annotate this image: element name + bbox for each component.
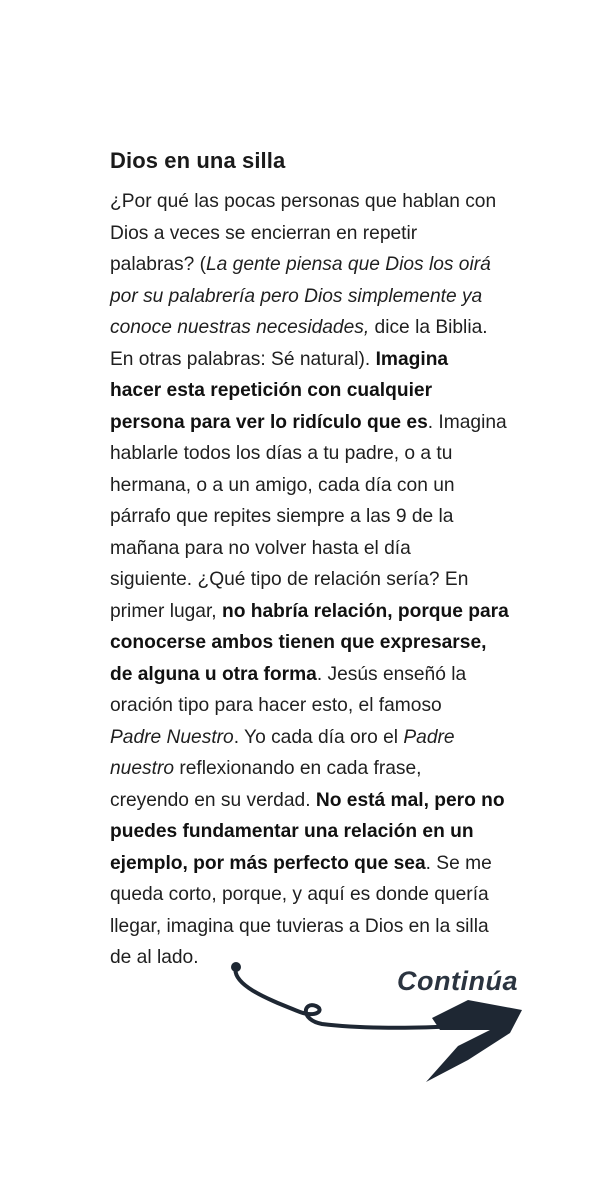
text-run: mañana para no volver hasta el día — [110, 537, 411, 559]
italic-text: conoce nuestras necesidades, — [110, 317, 370, 338]
text-run: . Imagina — [427, 411, 507, 433]
page-title: Dios en una silla — [110, 148, 286, 173]
bold-text: de alguna u otra forma — [110, 663, 317, 685]
text-run: En otras palabras: Sé natural). — [110, 348, 376, 370]
text-run: . Se me — [425, 852, 492, 874]
text-run: Dios a veces se encierran en repetir — [110, 222, 418, 244]
text-run: palabras? ( — [110, 254, 206, 275]
text-run: siguiente. ¿Qué tipo de relación sería? En — [110, 569, 469, 590]
text-run: . Jesús enseñó la — [316, 663, 467, 685]
italic-text: Padre Nuestro — [110, 726, 234, 748]
continue-label[interactable]: Continúa — [397, 966, 518, 996]
bold-text: persona para ver lo ridículo que es — [110, 411, 428, 433]
text-run: . Yo cada día oro el — [233, 726, 404, 748]
text-run: ¿Por qué las pocas personas que hablan con — [110, 191, 497, 212]
italic-text: nuestro — [110, 758, 174, 779]
bold-text: puedes fundamentar una relación en un — [110, 821, 474, 842]
bold-text: ejemplo, por más perfecto que sea — [110, 852, 426, 874]
text-run: llegar, imagina que tuvieras a Dios en la silla — [110, 915, 489, 937]
bold-text: hacer esta repetición con cualquier — [110, 380, 433, 401]
text-run: de al lado. — [110, 947, 199, 968]
text-run: hermana, o a un amigo, cada día con un — [110, 474, 455, 496]
italic-text: Padre — [403, 726, 455, 748]
text-run: párrafo que repites siempre a las 9 de la — [110, 506, 454, 527]
bold-text: conocerse ambos tienen que expresarse, — [110, 632, 487, 653]
text-run: reflexionando en cada frase, — [174, 758, 422, 779]
bold-text: No está mal, pero no — [315, 789, 505, 811]
bold-text: no habría relación, porque para — [221, 600, 509, 622]
text-run: primer lugar, — [110, 600, 222, 622]
text-run: queda corto, porque, y aquí es donde quería — [110, 884, 489, 905]
italic-text: por su palabrería pero Dios simplemente ya — [110, 285, 483, 307]
bold-text: Imagina — [375, 348, 449, 370]
text-run: dice la Biblia. — [369, 317, 488, 338]
text-run: creyendo en su verdad. — [110, 789, 316, 811]
text-run: oración tipo para hacer esto, el famoso — [110, 695, 442, 716]
text-run: hablarle todos los días a tu padre, o a tu — [110, 443, 453, 464]
italic-text: La gente piensa que Dios los oirá — [206, 254, 491, 275]
